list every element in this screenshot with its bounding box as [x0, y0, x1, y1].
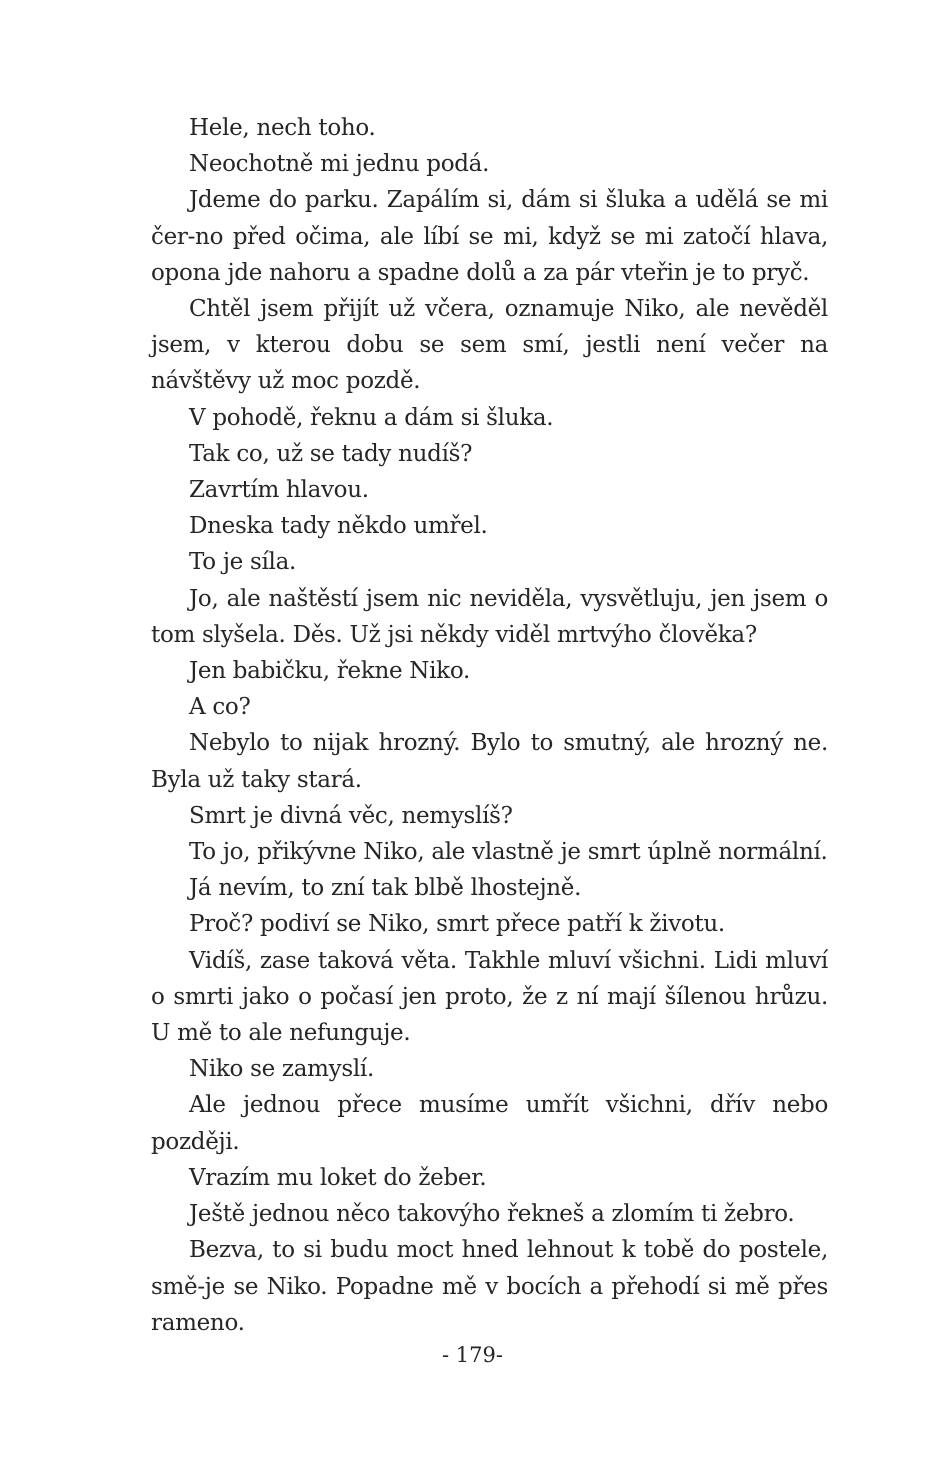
paragraph: Hele, nech toho.: [189, 115, 376, 141]
paragraph: Niko se zamyslí.: [189, 1056, 374, 1083]
paragraph: Neochotně mi jednu podá.: [189, 151, 490, 178]
paragraph: To je síla.: [189, 549, 297, 576]
paragraph: Ale jednou přece musíme umřít všichni, dřív nebo později.: [151, 1092, 828, 1155]
paragraph: Bezva, to si budu moct hned lehnout k tobě do postele, smě-je se Niko. Popadne mě v bocích a přehodí si mě přes rameno.: [151, 1237, 828, 1336]
paragraph: Dneska tady někdo umřel.: [189, 513, 488, 540]
paragraph: Chtěl jsem přijít už včera, oznamuje Niko, ale nevěděl jsem, v kterou dobu se sem smí, jestli není večer na návštěvy už moc pozdě.: [151, 296, 828, 395]
paragraph: Ještě jednou něco takovýho řekneš a zlomím ti žebro.: [189, 1201, 795, 1228]
paragraph: Jo, ale naštěstí jsem nic neviděla, vysvětluju, jen jsem o tom slyšela. Děs. Už jsi někdy viděl mrtvýho člověka?: [151, 585, 828, 648]
paragraph: V pohodě, řeknu a dám si šluka.: [189, 404, 554, 431]
paragraph: Vidíš, zase taková věta. Takhle mluví všichni. Lidi mluví o smrti jako o počasí jen proto, že z ní mají šílenou hrůzu. U mě to ale nefunguje.: [151, 947, 828, 1047]
paragraph: To jo, přikývne Niko, ale vlastně je smrt úplně normální.: [189, 839, 828, 866]
page-number: - 179-: [442, 1343, 503, 1367]
page-body: [151, 110, 828, 1341]
paragraph: Jdeme do parku. Zapálím si, dám si šluka a udělá se mi čer-no před očima, ale líbí se mi, když se mi zatočí hlava, opona jde nahoru a spadne dolů a za pár vteřin je to pryč.: [151, 187, 828, 286]
paragraph: Jen babičku, řekne Niko.: [189, 658, 470, 685]
paragraph: A co?: [189, 694, 251, 721]
paragraph: Nebylo to nijak hrozný. Bylo to smutný, ale hrozný ne. Byla už taky stará.: [151, 730, 828, 793]
paragraph: Smrt je divná věc, nemyslíš?: [189, 802, 513, 829]
paragraph: Proč? podiví se Niko, smrt přece patří k životu.: [189, 911, 725, 938]
paragraph: Já nevím, to zní tak blbě lhostejně.: [189, 875, 582, 902]
paragraph: Zavrtím hlavou.: [189, 477, 369, 504]
paragraph: Tak co, už se tady nudíš?: [189, 440, 473, 467]
paragraph: Vrazím mu loket do žeber.: [189, 1164, 487, 1191]
